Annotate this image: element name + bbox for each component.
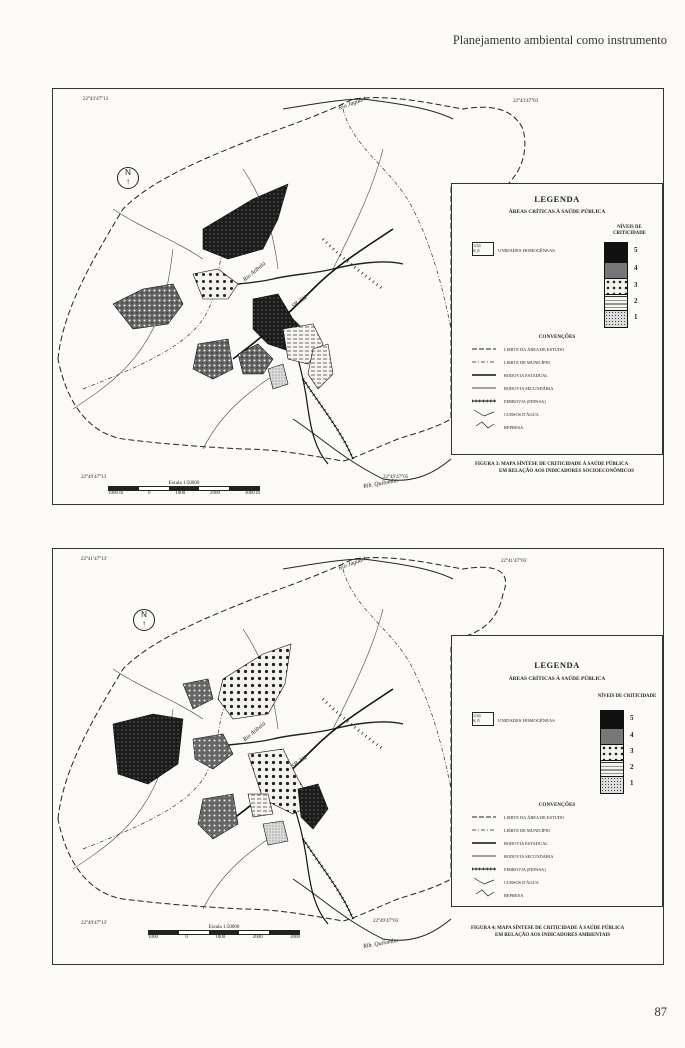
convention-label: RODOVIA SECUNDÁRIA: [504, 386, 554, 391]
level-label: 4: [634, 264, 638, 272]
scale-tick: 3000 m: [244, 491, 260, 496]
scale-tick: 0: [185, 935, 188, 940]
level-label: 2: [630, 763, 634, 771]
unit-symbol-icon: 1|3|4 6| |5: [472, 712, 494, 726]
figure-caption: [475, 461, 634, 475]
criticity-heading: NÍVEIS DE CRITICIDADE: [613, 225, 646, 236]
legend-subtitle: ÁREAS CRÍTICAS À SAÚDE PÚBLICA: [508, 676, 606, 682]
scale-tick: 1000 m: [108, 491, 124, 496]
river-label: Rio Atibaia: [242, 720, 268, 744]
caption-line: EM RELAÇÃO AOS INDICADORES SOCIOECONÔMICOS: [499, 469, 635, 474]
figure-caption: [471, 925, 624, 939]
convention-label: REPRESA: [504, 425, 524, 430]
scale-label: Escala 1:50000: [208, 925, 240, 930]
conventions-title: CONVENÇÕES: [538, 802, 576, 808]
level-1-swatch: [604, 310, 628, 328]
scale-tick: 1000: [215, 935, 226, 940]
coord-top-left: 22°43′47°13: [83, 97, 109, 102]
convention-label: LIMITE DA ÁREA DE ESTUDO: [504, 347, 565, 352]
unit-symbol-icon: 1|3|4 6| |5: [472, 242, 494, 256]
scale-tick: 1000: [175, 491, 186, 496]
level-label: 5: [630, 714, 634, 722]
coord-top-left: 22°41′47°13′: [81, 557, 108, 562]
road-label: SP-332: [290, 294, 309, 310]
figure-3-map: [52, 88, 664, 505]
scale-tick: 2000: [210, 491, 221, 496]
road-label: SP-332: [290, 754, 309, 770]
page-number: 87: [654, 1005, 667, 1019]
coord-bottom-right: 22°49′47°05′: [373, 919, 400, 924]
convention-label: FERROVIA (FEPASA): [504, 867, 546, 872]
criticity-heading: NÍVEIS DE CRITICIDADE: [597, 694, 657, 699]
running-head: Planejamento ambiental como instrumento: [452, 33, 667, 47]
coord-bottom-left: 22°49′47°13′: [81, 921, 108, 926]
river-label: Rio Atibaia: [242, 260, 268, 284]
scale-tick: 3000: [290, 935, 300, 940]
river-label: Rio Jaguari: [337, 556, 367, 572]
coord-bottom-right: 22°49′47°05: [383, 475, 409, 480]
level-1-swatch: [600, 776, 624, 794]
caption-line: EM RELAÇÃO AOS INDICADORES AMBIENTAIS: [495, 933, 611, 938]
level-label: 2: [634, 297, 638, 305]
convention-label: REPRESA: [504, 893, 524, 898]
north-arrow-icon: N ↑: [117, 167, 139, 189]
legend-title: LEGENDA: [534, 660, 580, 670]
scale-tick: 1000: [148, 935, 158, 940]
convention-symbols: [472, 812, 498, 912]
level-label: 3: [630, 747, 634, 755]
figure-4-map: [52, 548, 664, 965]
convention-label: LIMITE DE MUNICÍPIO: [504, 360, 551, 365]
scale-tick: 0: [147, 491, 151, 496]
coord-top-right: 22°43′47°03: [513, 99, 539, 104]
level-5-swatch: [604, 242, 628, 264]
convention-label: RODOVIA ESTADUAL: [504, 841, 548, 846]
scale-bar: [108, 481, 260, 496]
level-label: 5: [634, 246, 638, 254]
unit-label: UNIDADES HOMOGÊNEAS: [498, 718, 555, 723]
coord-top-right: 22°41′47°05′: [501, 559, 528, 564]
coord-bottom-left: 22°49′47°13: [81, 475, 107, 480]
caption-line: FIGURA 3: MAPA SÍNTESE DE CRITICIDADE À SAÚDE PÚBLICA: [475, 462, 629, 467]
legend-title: LEGENDA: [534, 194, 580, 204]
convention-label: CURSOS D'ÁGUA: [504, 880, 539, 885]
convention-label: CURSOS D'ÁGUA: [504, 412, 539, 417]
legend-box: [451, 635, 663, 907]
river-label: Rib. Quilombo: [362, 937, 399, 951]
caption-line: FIGURA 4: MAPA SÍNTESE DE CRITICIDADE À SAÚDE PÚBLICA: [471, 926, 625, 931]
convention-label: RODOVIA ESTADUAL: [504, 373, 548, 378]
level-5-swatch: [600, 710, 624, 730]
scale-tick: 2000: [252, 935, 263, 940]
unit-label: UNIDADES HOMOGÊNEAS: [498, 248, 555, 253]
scale-bar: [148, 925, 300, 940]
convention-label: FERROVIA (FEPASA): [504, 399, 546, 404]
level-label: 1: [630, 779, 634, 787]
level-label: 1: [634, 313, 638, 321]
conventions-title: CONVENÇÕES: [538, 334, 576, 340]
north-arrow-icon: N ↑: [133, 609, 155, 631]
river-label: Rib. Quilombo: [362, 477, 399, 491]
legend-subtitle: ÁREAS CRÍTICAS À SAÚDE PÚBLICA: [508, 209, 606, 215]
convention-label: RODOVIA SECUNDÁRIA: [504, 854, 554, 859]
convention-label: LIMITE DE MUNICÍPIO: [504, 828, 551, 833]
river-label: Rio Jaguari: [337, 96, 367, 112]
level-label: 4: [630, 731, 634, 739]
convention-label: LIMITE DA ÁREA DE ESTUDO: [504, 815, 565, 820]
level-label: 3: [634, 281, 638, 289]
legend-box: [451, 183, 663, 455]
scale-label: Escala 1:50000: [168, 481, 200, 486]
convention-symbols: [472, 344, 498, 444]
